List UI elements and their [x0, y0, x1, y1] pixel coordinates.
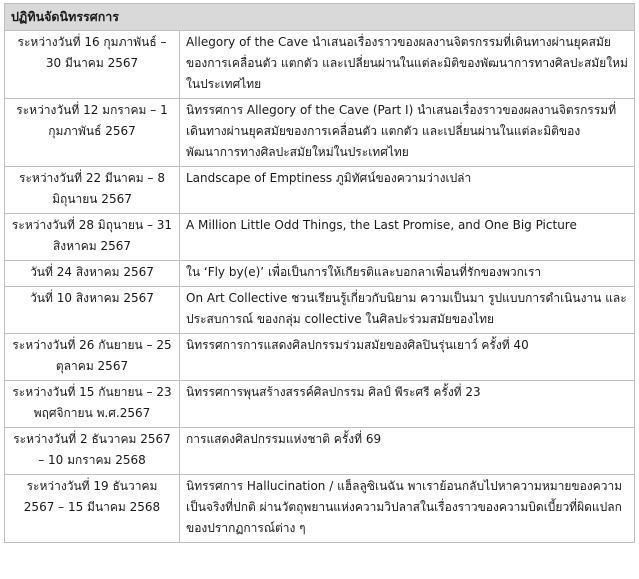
table-row — [5, 475, 635, 543]
row-title: นิทรรศการการแสดงศิลปกรรมร่วมสมัยของศิลปินรุ่นเยาว์ ครั้งที่ 40 — [180, 334, 635, 381]
table-row — [5, 428, 635, 475]
exhibition-calendar-table — [4, 3, 635, 543]
row-title: A Million Little Odd Things, the Last Promise, and One Big Picture — [180, 214, 635, 261]
table-row — [5, 167, 635, 214]
row-date: ระหว่างวันที่ 12 มกราคม – 1 กุมภาพันธ์ 2567 — [5, 99, 180, 167]
row-date: ระหว่างวันที่ 28 มิถุนายน – 31 สิงหาคม 2567 — [5, 214, 180, 261]
row-date: ระหว่างวันที่ 2 ธันวาคม 2567 – 10 มกราคม 2568 — [5, 428, 180, 475]
row-title: Landscape of Emptiness ภูมิทัศน์ของความว่างเปล่า — [180, 167, 635, 214]
row-title: นิทรรศการ Hallucination / แฮ็ลลูซิเนฉัน พาเราย้อนกลับไปหาความหมายของความเป็นจริงที่ปกติ ผ่านวัตถุพยานแห่งความวิปลาสในเรื่องราวของความบิดเบี้ยวที่ผิดแปลกของปรากฏการณ์ต่าง ๆ — [180, 475, 635, 543]
row-title: การแสดงศิลปกรรมแห่งชาติ ครั้งที่ 69 — [180, 428, 635, 475]
row-date: ระหว่างวันที่ 22 มีนาคม – 8 มิถุนายน 2567 — [5, 167, 180, 214]
row-date: ระหว่างวันที่ 16 กุมภาพันธ์ – 30 มีนาคม 2567 — [5, 31, 180, 99]
row-date: วันที่ 24 สิงหาคม 2567 — [5, 261, 180, 287]
row-date: ระหว่างวันที่ 26 กันยายน – 25 ตุลาคม 2567 — [5, 334, 180, 381]
table-row — [5, 214, 635, 261]
row-date: วันที่ 10 สิงหาคม 2567 — [5, 287, 180, 334]
table-row — [5, 287, 635, 334]
row-title: นิทรรศการ Allegory of the Cave (Part I) นำเสนอเรื่องราวของผลงานจิตรกรรมที่เดินทางผ่านยุคสมัยของการเคลื่อนตัว แตกตัว และเปลี่ยนผ่านในแต่ละมิติของพัฒนาการทางศิลปะสมัยใหม่ในประเทศไทย — [180, 99, 635, 167]
row-title: นิทรรศการพุนสร้างสรรค์ศิลปกรรม ศิลป์ พีระศรี ครั้งที่ 23 — [180, 381, 635, 428]
table-row — [5, 381, 635, 428]
table-header: ปฏิทินจัดนิทรรศการ — [5, 4, 635, 31]
row-title: On Art Collective ชวนเรียนรู้เกี่ยวกับนิยาม ความเป็นมา รูปแบบการดำเนินงาน และประสบการณ์ ของกลุ่ม collective ในศิลปะร่วมสมัยของไทย — [180, 287, 635, 334]
table-row — [5, 99, 635, 167]
table-row — [5, 31, 635, 99]
table-row — [5, 261, 635, 287]
row-title: Allegory of the Cave นำเสนอเรื่องราวของผลงานจิตรกรรมที่เดินทางผ่านยุคสมัยของการเคลื่อนตัว แตกตัว และเปลี่ยนผ่านในแต่ละมิติของพัฒนาการทางศิลปะสมัยใหม่ในประเทศไทย — [180, 31, 635, 99]
table-row — [5, 334, 635, 381]
table-header-row — [5, 4, 635, 31]
row-date: ระหว่างวันที่ 15 กันยายน – 23 พฤศจิกายน พ.ศ.2567 — [5, 381, 180, 428]
row-date: ระหว่างวันที่ 19 ธันวาคม 2567 – 15 มีนาคม 2568 — [5, 475, 180, 543]
row-title: ใน ‘Fly by(e)’ เพื่อเป็นการให้เกียรติและบอกลาเพื่อนที่รักของพวกเรา — [180, 261, 635, 287]
